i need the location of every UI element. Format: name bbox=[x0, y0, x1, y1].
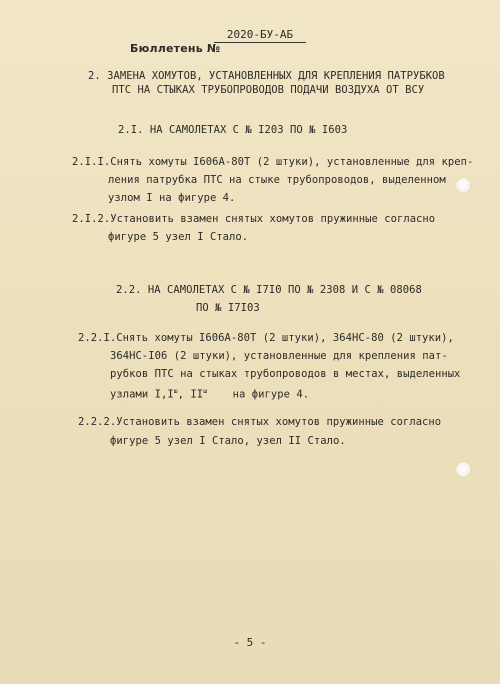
item-2-1-2-line1: 2.I.2.Установить взамен снятых хомутов пружинные согласно bbox=[72, 213, 436, 225]
punch-hole-top bbox=[456, 178, 471, 193]
item-2-1-1-line2: ления патрубка ПТС на стыке трубопроводов, выделенном bbox=[108, 174, 446, 186]
item-2-1-1-line3: узлом I на фигуре 4. bbox=[108, 192, 236, 204]
item-2-2-1-superscript-2: ш bbox=[203, 387, 208, 395]
item-2-2-1-line3: рубков ПТС на стыках трубопроводов в местах, выделенных bbox=[110, 368, 461, 380]
subsection-2-2-title-line2: ПО № I7I03 bbox=[196, 302, 260, 314]
bulletin-label: Бюллетень № bbox=[130, 42, 221, 55]
item-2-2-1-superscript-1: ш bbox=[173, 387, 178, 395]
subsection-2-2-title-line1: 2.2. НА САМОЛЕТАХ С № I7I0 ПО № 2308 И С № 08068 bbox=[116, 284, 422, 296]
section-2-title-line1: 2. ЗАМЕНА ХОМУТОВ, УСТАНОВЛЕННЫХ ДЛЯ КРЕПЛЕНИЯ ПАТРУБКОВ bbox=[88, 70, 445, 82]
page-number: - 5 - bbox=[233, 636, 267, 649]
bulletin-number: 2020-БУ-АБ bbox=[214, 28, 306, 43]
item-2-2-1-line4-suffix: на фигуре 4. bbox=[207, 388, 310, 401]
punch-hole-bottom bbox=[456, 462, 471, 477]
item-2-1-1-line1: 2.I.I.Снять хомуты I606А-80Т (2 штуки), установленные для креп- bbox=[72, 156, 474, 168]
item-2-2-1-line1: 2.2.I.Снять хомуты I606А-80Т (2 штуки), 364НС-80 (2 штуки), bbox=[78, 332, 454, 344]
item-2-2-2-line1: 2.2.2.Установить взамен снятых хомутов пружинные согласно bbox=[78, 416, 442, 428]
item-2-2-1-line4 bbox=[110, 387, 309, 401]
subsection-2-1-title: 2.I. НА САМОЛЕТАХ С № I203 ПО № I603 bbox=[118, 124, 348, 136]
section-2-title-line2: ПТС НА СТЫКАХ ТРУБОПРОВОДОВ ПОДАЧИ ВОЗДУХА ОТ ВСУ bbox=[112, 84, 425, 96]
item-2-2-1-line4-mid: , II bbox=[177, 388, 204, 401]
item-2-2-1-line4-prefix: узлами I,I bbox=[110, 388, 174, 401]
item-2-1-2-line2: фигуре 5 узел I Стало. bbox=[108, 231, 249, 243]
item-2-2-2-line2: фигуре 5 узел I Стало, узел II Стало. bbox=[110, 435, 346, 447]
item-2-2-1-line2: 364НС-I06 (2 штуки), установленные для крепления пат- bbox=[110, 350, 448, 362]
